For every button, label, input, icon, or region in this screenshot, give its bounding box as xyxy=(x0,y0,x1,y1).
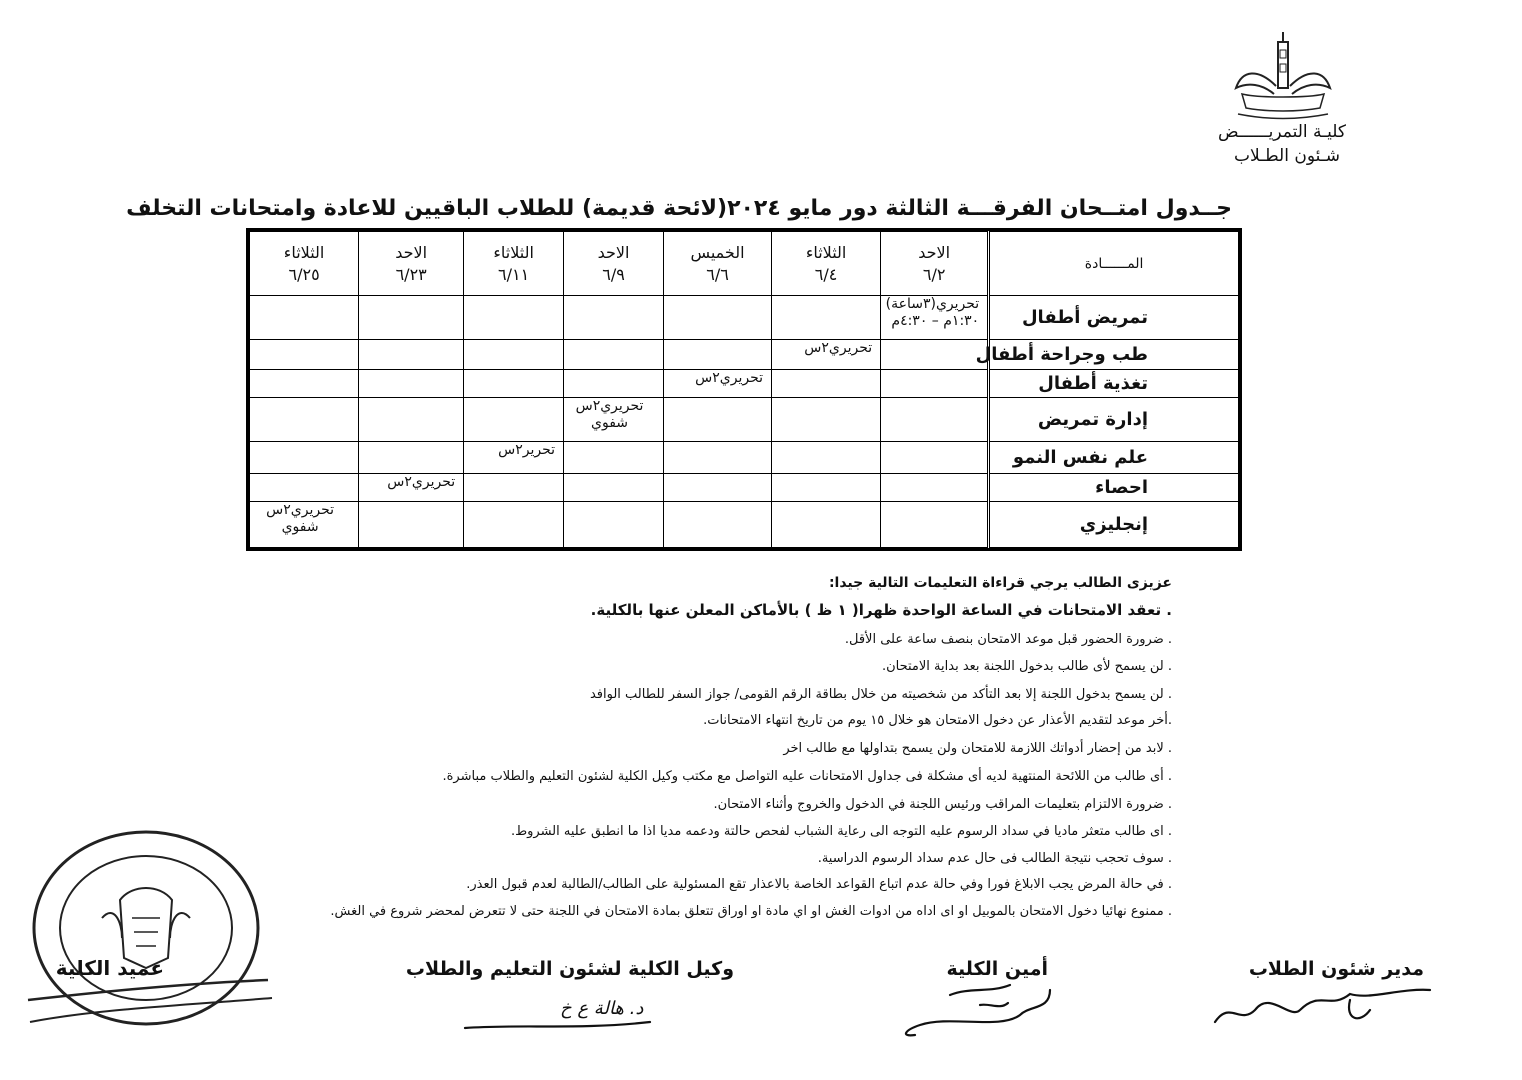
exam-cell xyxy=(250,296,359,340)
day-header xyxy=(359,232,464,296)
exam-cell: تحريري(٣ساعة) ١:٣٠م – ٤:٣٠م xyxy=(881,296,989,340)
instruction-item: . في حالة المرض يجب الابلاغ فورا وفي حالة عدم اتباع القواعد الخاصة بالاعذار تقع المسئولية على الطالب/الطالبة لعدم قبول العذر. xyxy=(466,877,1172,892)
exam-cell xyxy=(881,398,989,442)
dean-title: عميد الكلية xyxy=(55,956,164,980)
secretary-signature xyxy=(890,975,1070,1045)
exam-cell xyxy=(663,340,771,370)
exam-cell xyxy=(881,340,989,370)
exam-cell xyxy=(250,340,359,370)
table-row xyxy=(250,398,1239,442)
exam-cell xyxy=(564,340,664,370)
day-date: ٦/٩ xyxy=(602,264,625,284)
page-title: جــدول امتــحان الفرقـــة الثالثة دور مايو ٢٠٢٤(لائحة قديمة) للطلاب الباقيين للاعادة وامتحانات التخلف xyxy=(126,196,1232,221)
day-header xyxy=(564,232,664,296)
exam-cell: تحرير٢س xyxy=(464,442,564,474)
subject-cell: علم نفس النمو xyxy=(989,442,1239,474)
college-name: كليـة التمريــــــض xyxy=(1217,122,1346,142)
subject-cell: تغذية أطفال xyxy=(989,370,1239,398)
table-row xyxy=(250,442,1239,474)
exam-cell xyxy=(663,474,771,502)
instruction-item: . لن يسمح بدخول اللجنة إلا بعد التأكد من شخصيته من خلال بطاقة الرقم القومى/ جواز السفر للطالب الوافد xyxy=(589,687,1172,702)
exam-cell: تحريري٢س xyxy=(663,370,771,398)
exam-cell xyxy=(464,398,564,442)
exam-cell xyxy=(772,474,881,502)
day-name: الثلاثاء xyxy=(283,242,325,262)
exam-cell xyxy=(564,370,664,398)
exam-cell xyxy=(359,370,464,398)
table-row xyxy=(250,370,1239,398)
exam-cell xyxy=(564,474,664,502)
department-name: شـئون الطـلاب xyxy=(1233,146,1340,166)
exam-cell xyxy=(772,296,881,340)
exam-cell xyxy=(250,370,359,398)
exam-cell xyxy=(881,442,989,474)
vice-dean-signature-line xyxy=(460,1000,660,1040)
student-affairs-director-title: مدير شئون الطلاب xyxy=(1248,958,1424,980)
subject-cell: إنجليزي xyxy=(989,502,1239,548)
exam-cell xyxy=(772,370,881,398)
exam-cell xyxy=(663,442,771,474)
day-date: ٦/٢٣ xyxy=(395,264,427,284)
college-secretary-title: أمين الكلية xyxy=(946,958,1048,980)
vice-dean-signature: د. هالة ع خ xyxy=(560,998,644,1019)
day-date: ٦/١١ xyxy=(498,264,530,284)
director-signature xyxy=(1200,980,1450,1040)
exam-cell xyxy=(464,502,564,548)
college-seal-stamp xyxy=(22,818,278,1044)
vice-dean-title: وكيل الكلية لشئون التعليم والطلاب xyxy=(405,958,734,980)
exam-cell xyxy=(464,340,564,370)
exam-cell xyxy=(250,474,359,502)
day-name: الاحد xyxy=(597,242,630,262)
day-name: الثلاثاء xyxy=(493,242,534,262)
table-header-row xyxy=(250,232,1239,296)
exam-cell xyxy=(772,502,881,548)
exam-cell xyxy=(359,340,464,370)
exam-cell xyxy=(663,296,771,340)
exam-cell: تحريري٢س شفوي xyxy=(250,502,359,548)
subject-cell: تمريض أطفال xyxy=(989,296,1239,340)
instruction-item: . ممنوع نهائيا دخول الامتحان بالموبيل او اى اداه من ادوات الغش او اي مادة او اوراق تتعلق بمادة الامتحان في اللجنة حتى لا تتعرض لمحضر شروع في الغش. xyxy=(330,904,1172,919)
day-header xyxy=(663,232,771,296)
exam-cell xyxy=(359,398,464,442)
instruction-item: . تعقد الامتحانات في الساعة الواحدة ظهرا( ١ ظ ) بالأماكن المعلن عنها بالكلية. xyxy=(590,601,1172,619)
university-logo xyxy=(1228,28,1338,120)
day-date: ٦/٢٥ xyxy=(288,264,320,284)
exam-cell xyxy=(464,370,564,398)
day-header xyxy=(250,232,359,296)
subject-cell: طب وجراحة أطفال xyxy=(989,340,1239,370)
day-name: الخميس xyxy=(690,242,745,262)
day-name: الثلاثاء xyxy=(805,242,847,262)
instruction-item: . لن يسمح لأى طالب بدخول اللجنة بعد بداية الامتحان. xyxy=(881,659,1172,674)
exam-cell xyxy=(359,442,464,474)
instruction-item: . ضرورة الالتزام بتعليمات المراقب ورئيس اللجنة في الدخول والخروج وأثناء الامتحان. xyxy=(713,797,1172,812)
exam-cell: تحريري٢س شفوي xyxy=(564,398,664,442)
exam-cell xyxy=(250,398,359,442)
exam-cell xyxy=(881,474,989,502)
day-name: الاحد xyxy=(395,242,428,262)
table-row xyxy=(250,502,1239,548)
exam-cell xyxy=(772,398,881,442)
day-header xyxy=(772,232,881,296)
day-date: ٦/٢ xyxy=(922,264,946,284)
subject-column-header: المــــــادة xyxy=(989,232,1239,296)
day-name: الاحد xyxy=(918,242,951,262)
exam-cell xyxy=(359,296,464,340)
exam-cell xyxy=(250,442,359,474)
day-header xyxy=(881,232,989,296)
instructions-intro: عزيزى الطالب يرجي قراءاة التعليمات التالية جيدا: xyxy=(828,575,1172,591)
instruction-item: . سوف تحجب نتيجة الطالب فى حال عدم سداد الرسوم الدراسية. xyxy=(817,851,1172,866)
exam-cell xyxy=(464,296,564,340)
table-row xyxy=(250,474,1239,502)
exam-cell xyxy=(564,442,664,474)
instruction-item: .أخر موعد لتقديم الأعذار عن دخول الامتحان هو خلال ١٥ يوم من تاريخ انتهاء الامتحانات. xyxy=(703,713,1172,728)
instruction-item: . ضرورة الحضور قبل موعد الامتحان بنصف ساعة على الأقل. xyxy=(844,632,1172,647)
day-date: ٦/٦ xyxy=(706,264,729,284)
table-row xyxy=(250,296,1239,340)
exam-cell xyxy=(663,398,771,442)
instruction-item: . أى طالب من اللائحة المنتهية لديه أى مشكلة فى جداول الامتحانات عليه التواصل مع مكتب وكيل الكلية لشئون التعليم والطلاب مباشرة. xyxy=(442,769,1172,784)
exam-cell xyxy=(359,502,464,548)
instruction-item: . اى طالب متعثر ماديا في سداد الرسوم عليه التوجه الى رعاية الشباب لفحص حالتة ودعمه مديا اذا ما انطبق عليه الشروط. xyxy=(510,824,1172,839)
exam-cell xyxy=(881,370,989,398)
exam-schedule-table xyxy=(246,228,1242,551)
exam-cell xyxy=(772,442,881,474)
day-header xyxy=(464,232,564,296)
exam-cell xyxy=(464,474,564,502)
exam-cell: تحريري٢س xyxy=(359,474,464,502)
exam-cell xyxy=(564,296,664,340)
table-row xyxy=(250,340,1239,370)
day-date: ٦/٤ xyxy=(814,264,838,284)
instruction-item: . لابد من إحضار أدواتك اللازمة للامتحان ولن يسمح بتداولها مع طالب اخر xyxy=(783,741,1172,756)
exam-cell: تحريري٢س xyxy=(772,340,881,370)
subject-cell: احصاء xyxy=(989,474,1239,502)
exam-cell xyxy=(881,502,989,548)
exam-cell xyxy=(663,502,771,548)
exam-cell xyxy=(564,502,664,548)
subject-cell: إدارة تمريض xyxy=(989,398,1239,442)
